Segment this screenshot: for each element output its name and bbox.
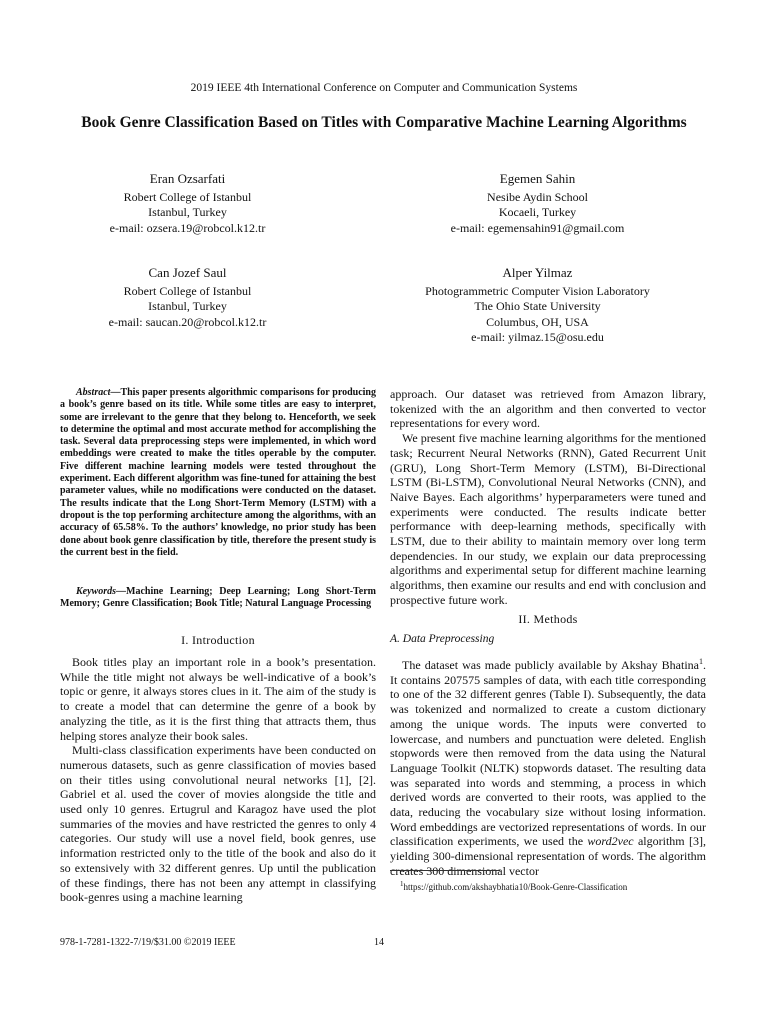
section-heading-introduction: I. Introduction	[181, 633, 255, 647]
methods-body	[390, 655, 706, 879]
author-email[interactable]: e-mail: saucan.20@robcol.k12.tr	[108, 314, 267, 329]
text-span-italic: word2vec	[587, 834, 634, 849]
author-block-4	[400, 265, 675, 346]
subsection-heading-data-preprocessing: A. Data Preprocessing	[390, 633, 495, 645]
author-name: Egemen Sahin	[499, 171, 576, 186]
footnote-mark[interactable]: 1	[699, 657, 703, 666]
keywords	[60, 586, 376, 611]
author-affiliation: Robert College of Istanbul	[123, 189, 252, 204]
author-email[interactable]: e-mail: egemensahin91@gmail.com	[450, 220, 625, 235]
abstract-text: —This paper presents algorithmic comparisons for producing a book’s genre based on its title. While some titles are easy to interpret, some are irrelevant to the genre that they belong to. Henceforth, we seek to determine the optimal and most accurate method for accomplishing the task. Several data preprocessing steps were implemented, in which word embeddings were created to make the titles operable by the computer. Five different machine learning models were tested throughout the experiment. Each different algorithm was fine-tuned for attaining the best parameter values, while no modifications were conducted on the dataset. The results indicate that the Long Short-Term Memory (LSTM) with a dropout is the top performing architecture among the algorithms, with an accuracy of 65.58%. To the authors’ knowledge, no prior study has been done about book genre classification by title, therefore the present study is the current best in the field.	[60, 387, 376, 558]
paper-title: Book Genre Classification Based on Titles with Comparative Machine Learning Algorithms	[81, 114, 687, 131]
text-span: . It contains 207575 samples of data, with each title corresponding to one of the 32 different genres (Table I). Subsequently, the data was tokenized and normalized to create a custom dictionary among the unique words. The inputs were converted to lowercase, and numbers and punctuation were deleted. English stopwords were then removed from the data using the Natural Language Toolkit (NLTK) stopwords dataset. The resulting data was separated into words and stemming, a process in which derived words are converted to their roots, was applied to the data, reducing the vocabulary size without losing information. Word embeddings are vectorized representations of words. In our classification experiments, we used the	[390, 658, 706, 849]
author-affiliation: Robert College of Istanbul	[123, 283, 252, 298]
right-column-body	[390, 387, 706, 608]
footer-isbn: 978-1-7281-1322-7/19/$31.00 ©2019 IEEE	[60, 937, 236, 948]
paragraph	[390, 655, 706, 879]
page-number: 14	[374, 937, 384, 948]
footnote-divider	[390, 870, 500, 871]
author-affiliation: Columbus, OH, USA	[486, 314, 589, 329]
author-affiliation: Istanbul, Turkey	[148, 299, 227, 313]
keywords-text: —Machine Learning; Deep Learning; Long Short-Term Memory; Genre Classification; Book Title; Natural Language Processing	[60, 586, 376, 610]
author-block-3	[60, 265, 315, 330]
author-block-1	[60, 171, 315, 236]
author-block-2	[420, 171, 655, 236]
introduction-body	[60, 655, 376, 905]
author-name: Can Jozef Saul	[148, 265, 227, 280]
abstract	[60, 387, 376, 559]
text-span: algorithm [3], yielding 300-dimensional representation of words. The algorithm creates 300 dimensional vector	[390, 834, 706, 878]
author-affiliation: Istanbul, Turkey	[148, 205, 227, 219]
keywords-lead: Keywords	[76, 586, 116, 597]
author-affiliation: Nesibe Aydin School	[487, 189, 588, 204]
text-span: The dataset was made publicly available by Akshay Bhatina	[402, 658, 699, 672]
paragraph: approach. Our dataset was retrieved from Amazon library, tokenized with the an algorithm and then converted to vector representations for every word.	[390, 387, 706, 431]
paragraph: We present five machine learning algorithms for the mentioned task; Recurrent Neural Networks (RNN), Gated Recurrent Unit (GRU), Long Short-Term Memory (LSTM), Bi-Directional LSTM (Bi-LSTM), Convolutional Neural Networks (CNN), and Naive Bayes. Each algorithms’ hyperparameters were tuned and experiments were conducted. The results indicate better performance with deep-learning methods, specifically with LSTM, due to their ability to maintain memory over long term dependencies. In our study, we explain our data preprocessing algorithms and experimental setup for different machine learning algorithms, then examine our results and end with conclusion and prospective future work.	[390, 431, 706, 607]
footnote-link[interactable]: https://github.com/akshaybhatia10/Book-Genre-Classification	[403, 882, 628, 892]
author-affiliation: Photogrammetric Computer Vision Laboratory	[425, 283, 650, 298]
author-affiliation: Kocaeli, Turkey	[498, 205, 577, 219]
paragraph: Multi-class classification experiments have been conducted on numerous datasets, such as genre classification of movies based on their titles using convolutional neural networks [1], [2]. Gabriel et al. used the cover of movies alongside the title and used only 10 genres. Ertugrul and Karagoz have used the plot summaries of the movies and have restricted the genres to only 4 categories. Our study will use a novel field, book genres, use information restricted only to the title of the book and also do it so extensively with 32 different genres. Up until the publication of these findings, there has not been any attempt in classifying book-genres using a machine learning	[60, 743, 376, 905]
author-email[interactable]: e-mail: yilmaz.15@osu.edu	[471, 330, 604, 344]
author-name: Eran Ozsarfati	[149, 171, 226, 186]
section-heading-methods: II. Methods	[518, 612, 578, 626]
conference-name: 2019 IEEE 4th International Conference on Computer and Communication Systems	[190, 82, 578, 94]
author-email[interactable]: e-mail: ozsera.19@robcol.k12.tr	[109, 220, 266, 235]
paragraph: Book titles play an important role in a book’s presentation. While the title might not always be well-indicative of a book’s topic or genre, it always stores clues in it. The aim of the study is to create a model that can determine the genre of a book by analyzing the title, as it is the first thing that attracts them, thus helping stores analyze their book sales.	[60, 655, 376, 743]
author-name: Alper Yilmaz	[502, 265, 573, 280]
author-affiliation: The Ohio State University	[474, 299, 601, 313]
abstract-lead: Abstract	[76, 387, 111, 398]
footnote-mark: 1	[400, 880, 404, 888]
footnote	[400, 880, 627, 892]
